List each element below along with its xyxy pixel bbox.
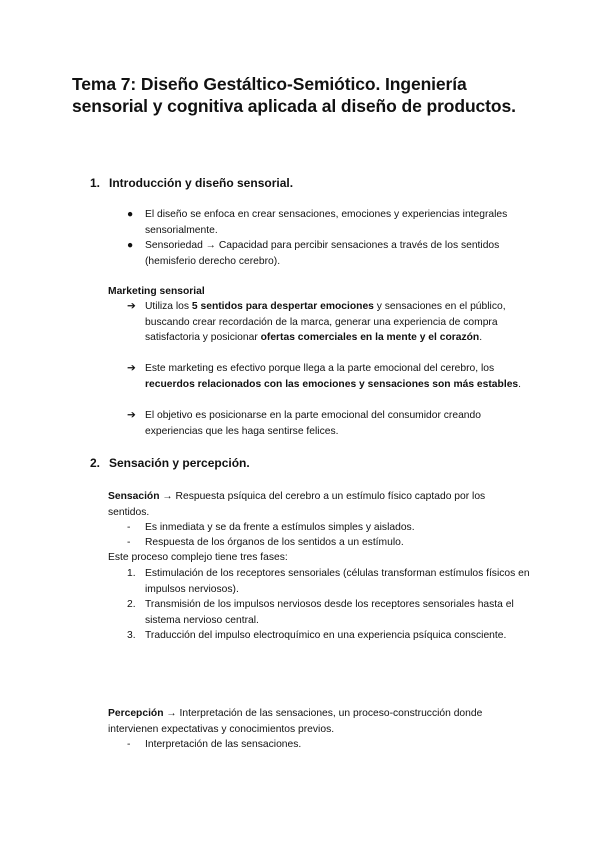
list-item: Respuesta de los órganos de los sentidos a un estímulo.: [145, 537, 404, 548]
list-item: El objetivo es posicionarse en la parte emocional del consumidor creando experiencias que les haga sentirse felices.: [145, 410, 481, 437]
dash-marker: -: [127, 537, 131, 548]
arrow-right-icon: ➔: [127, 301, 136, 312]
list-item: Sensoriedad → Capacidad para percibir sensaciones a través de los sentidos (hemisferio derecho cerebro).: [145, 240, 500, 267]
marketing-heading: Marketing sensorial: [108, 286, 205, 297]
arrow-right-icon: ➔: [127, 410, 136, 421]
page-title: Tema 7: Diseño Gestáltico-Semiótico. Ingeniería sensorial y cognitiva aplicada al diseño de productos.: [72, 74, 516, 116]
sensacion-definition: Sensación → Respuesta psíquica del cerebro a un estímulo físico captado por los sentidos.: [108, 491, 486, 518]
list-item: El diseño se enfoca en crear sensaciones, emociones y experiencias integrales sensorialmente.: [145, 209, 508, 236]
section-1-number: 1.: [90, 176, 101, 190]
section-2-number: 2.: [90, 456, 101, 470]
list-item: Traducción del impulso electroquímico en una experiencia psíquica consciente.: [145, 630, 507, 641]
arrow-right-icon: ➔: [127, 363, 136, 374]
phase-number: 3.: [127, 630, 136, 641]
list-item: Es inmediata y se da frente a estímulos simples y aislados.: [145, 522, 415, 533]
phases-intro: Este proceso complejo tiene tres fases:: [108, 552, 288, 563]
percepcion-definition: Percepción → Interpretación de las sensaciones, un proceso-construcción donde intervienen expectativas y conocimientos previos.: [108, 708, 483, 735]
list-item: Este marketing es efectivo porque llega a la parte emocional del cerebro, los recuerdos relacionados con las emociones y sensaciones son más estables.: [145, 363, 522, 390]
bullet-dot-icon: ●: [127, 209, 134, 220]
section-1-heading: [90, 176, 293, 191]
bullet-dot-icon: ●: [127, 240, 134, 251]
phase-number: 1.: [127, 568, 136, 579]
section-2-title: Sensación y percepción.: [109, 456, 250, 470]
section-1-title: Introducción y diseño sensorial.: [109, 176, 294, 190]
dash-marker: -: [127, 739, 131, 750]
list-item: Estimulación de los receptores sensoriales (células transforman estímulos físicos en impulsos nerviosos).: [145, 568, 530, 595]
list-item: Utiliza los 5 sentidos para despertar emociones y sensaciones en el público, buscando crear recordación de la marca, generar una experiencia de compra satisfactoria y posicionar ofertas comerciales en la mente y el corazón.: [145, 301, 506, 343]
phase-number: 2.: [127, 599, 136, 610]
dash-marker: -: [127, 522, 131, 533]
list-item: Interpretación de las sensaciones.: [145, 739, 302, 750]
section-2-heading: [90, 456, 250, 471]
list-item: Transmisión de los impulsos nerviosos desde los receptores sensoriales hasta el sistema nervioso central.: [145, 599, 514, 626]
